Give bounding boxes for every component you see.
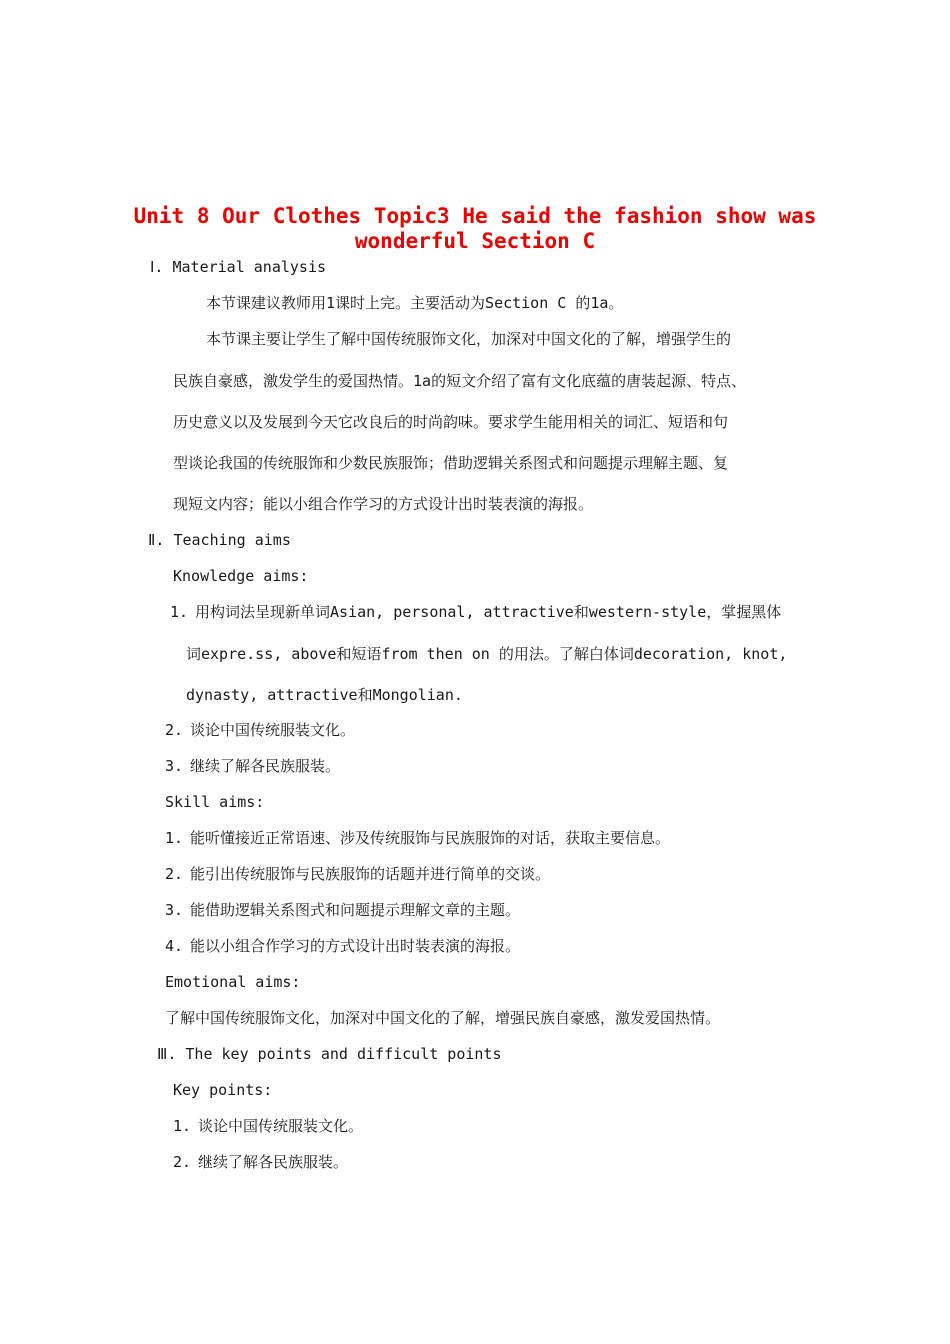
skill-item-text: 能听懂接近正常语速、涉及传统服饰与民族服饰的对话，获取主要信息。	[190, 829, 671, 847]
knowledge-item-number: 3.	[165, 757, 184, 775]
knowledge-aims-label: Knowledge aims:	[173, 567, 309, 585]
document-title-line-1: Unit 8 Our Clothes Topic3 He said the fashion show was	[133, 204, 817, 228]
key-point-number: 2.	[173, 1153, 192, 1171]
skill-item-number: 2.	[165, 865, 184, 883]
skill-item-number: 4.	[165, 937, 184, 955]
section-heading-key-points: Ⅲ. The key points and difficult points	[157, 1045, 502, 1063]
material-paragraph-2-line-2: 民族自豪感，激发学生的爱国热情。1a的短文介绍了富有文化底蕴的唐装起源、特点、	[173, 372, 747, 390]
knowledge-item-text: 谈论中国传统服装文化。	[190, 721, 356, 739]
document-title-line-2: wonderful Section C	[354, 229, 596, 253]
key-point-text: 继续了解各民族服装。	[198, 1153, 349, 1171]
knowledge-item-text: 用构词法呈现新单词Asian, personal, attractive和western-style，掌握黑体	[195, 603, 782, 621]
knowledge-item-number: 2.	[165, 721, 184, 739]
section-heading-teaching-aims: Ⅱ. Teaching aims	[148, 531, 291, 549]
knowledge-item-text: 词expre.ss, above和短语from then on 的用法。了解白体词decoration, knot,	[186, 645, 788, 663]
skill-item-number: 3.	[165, 901, 184, 919]
knowledge-item-number: 1.	[170, 603, 189, 621]
material-paragraph-1: 本节课建议教师用1课时上完。主要活动为Section C 的1a。	[206, 294, 624, 312]
material-paragraph-2-line-4: 型谈论我国的传统服饰和少数民族服饰；借助逻辑关系图式和问题提示理解主题、复	[173, 454, 729, 472]
material-paragraph-2-line-3: 历史意义以及发展到今天它改良后的时尚韵味。要求学生能用相关的词汇、短语和句	[173, 413, 729, 431]
material-paragraph-2-line-5: 现短文内容；能以小组合作学习的方式设计出时装表演的海报。	[173, 495, 594, 513]
emotional-aims-label: Emotional aims:	[165, 973, 301, 991]
knowledge-item-text: dynasty, attractive和Mongolian.	[186, 686, 463, 704]
skill-aims-label: Skill aims:	[165, 793, 265, 811]
key-point-text: 谈论中国传统服装文化。	[198, 1117, 364, 1135]
material-paragraph-2-line-1: 本节课主要让学生了解中国传统服饰文化，加深对中国文化的了解，增强学生的	[206, 330, 732, 348]
knowledge-item-text: 继续了解各民族服装。	[190, 757, 341, 775]
skill-item-text: 能借助逻辑关系图式和问题提示理解文章的主题。	[190, 901, 521, 919]
skill-item-text: 能以小组合作学习的方式设计出时装表演的海报。	[190, 937, 521, 955]
emotional-aims-text: 了解中国传统服饰文化，加深对中国文化的了解，增强民族自豪感，激发爱国热情。	[165, 1009, 721, 1027]
key-points-label: Key points:	[173, 1081, 273, 1099]
key-point-number: 1.	[173, 1117, 192, 1135]
skill-item-number: 1.	[165, 829, 184, 847]
skill-item-text: 能引出传统服饰与民族服饰的话题并进行简单的交谈。	[190, 865, 551, 883]
section-heading-material-analysis: Ⅰ. Material analysis	[150, 258, 327, 276]
